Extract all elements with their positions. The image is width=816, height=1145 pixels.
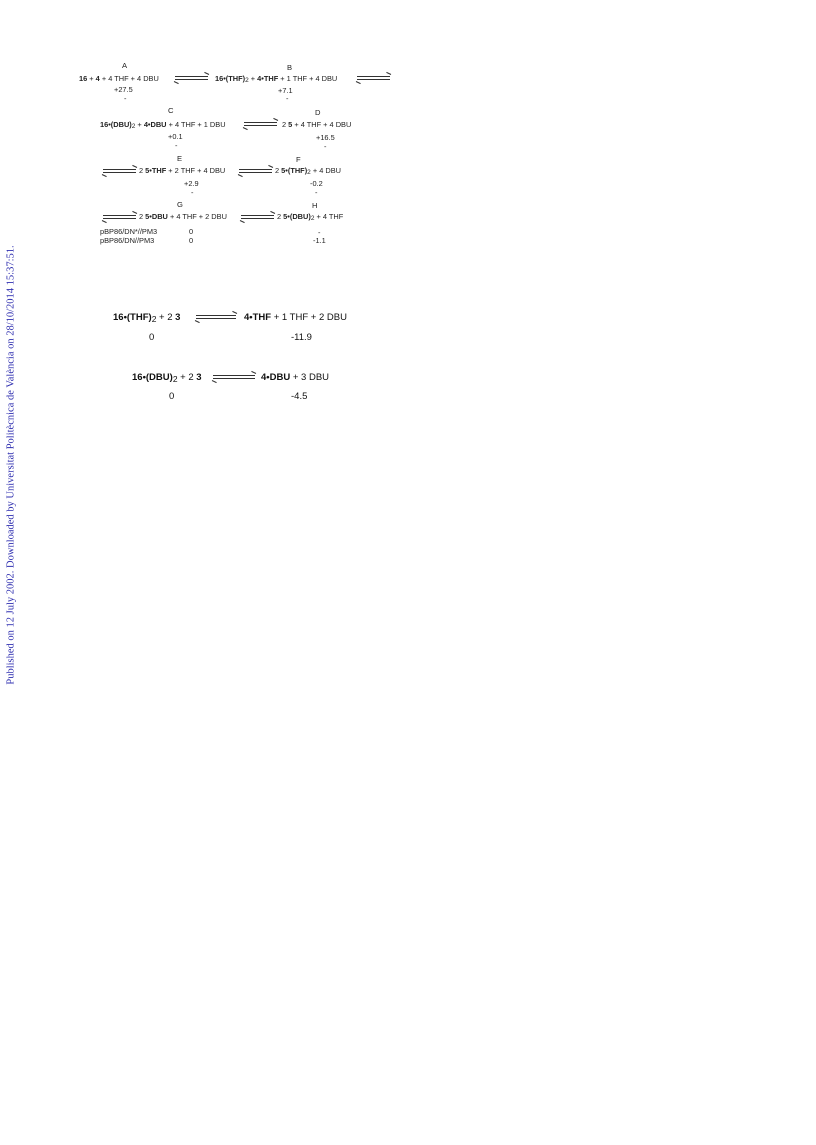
row3-right-species: 2 $5•(THF)_2 + 4$ DBU (275, 166, 341, 176)
row1-left-species: 16 + 4 + 4 THF + 4 DBU (79, 74, 159, 83)
equilibrium-label-g: G (177, 200, 183, 209)
row4-right-species: 2 $5•(DBU)_2 + 4$ THF (277, 212, 344, 222)
equilibrium-label-h: H (312, 201, 318, 210)
download-notice-text: Published on 12 July 2002. Downloaded by Universitat Politècnica de València on 28/10/2014 15:37:51. (5, 245, 17, 685)
row1-right-species: $16•(THF)_2$ + 4•THF + 1 THF + 4 DBU (215, 74, 338, 84)
equilibrium-label-a: A (122, 61, 128, 70)
equilibrium-arrow-e (239, 169, 272, 173)
equilibrium-label-b: B (287, 63, 293, 72)
equilibrium-arrow-e-in (103, 169, 136, 173)
energy-f-2: - (315, 188, 318, 197)
energy-g-1: 0 (189, 227, 194, 236)
energy-f-1: -0.2 (310, 179, 323, 188)
equilibrium-arrow-b (357, 76, 390, 80)
energy-e-2: - (191, 188, 194, 197)
eq2-energy-right: -4.5 (291, 391, 308, 402)
energy-g-2: 0 (189, 236, 194, 245)
energy-b-2: - (286, 94, 289, 103)
equilibrium-label-d: D (315, 108, 321, 117)
eq1-left-species: $16•(THF)_2 + 2$ 3 (113, 312, 181, 324)
equilibrium-label-f: F (296, 155, 301, 164)
eq1-right-species: 4•THF + 1 THF + 2 DBU (244, 312, 347, 323)
eq2-right-species: 4•DBU + 3 DBU (261, 372, 330, 383)
energy-h-1: - (318, 228, 321, 237)
eq2-left-species: $16•(DBU)_2 + 2$ 3 (132, 372, 202, 384)
row4-left-species: 2 5•DBU + 4 THF + 2 DBU (139, 212, 227, 221)
equilibrium-label-c: C (168, 106, 174, 115)
equilibrium-arrow-c (244, 122, 277, 126)
energy-b-1: +7.1 (278, 86, 293, 95)
eq1-equilibrium-arrow (196, 315, 236, 319)
download-notice-sidebar (3, 242, 19, 688)
equilibrium-label-e: E (177, 154, 183, 163)
equilibrium-arrow-a (175, 76, 208, 80)
equilibrium-arrow-g (241, 215, 274, 219)
eq2-energy-left: 0 (169, 391, 175, 402)
energy-d-2: - (324, 142, 327, 151)
energy-e-1: +2.9 (184, 179, 199, 188)
energy-c-2: - (175, 141, 178, 150)
eq2-equilibrium-arrow (213, 375, 255, 379)
row2-left-species: $16•(DBU)_2$ + 4•DBU + 4 THF + 1 DBU (100, 120, 226, 130)
eq1-energy-right: -11.9 (291, 332, 312, 343)
energy-a-2: - (124, 94, 127, 103)
row2-right-species: 2 5 + 4 THF + 4 DBU (282, 120, 352, 129)
method-label-1: pBP86/DN*//PM3 (100, 227, 158, 236)
eq1-energy-left: 0 (149, 332, 155, 343)
equilibrium-arrow-g-in (103, 215, 136, 219)
energy-d-1: +16.5 (316, 133, 335, 142)
energy-a-1: +27.5 (114, 85, 133, 94)
energy-h-2: -1.1 (313, 236, 326, 245)
energy-c-1: +0.1 (168, 132, 183, 141)
method-label-2: pBP86/DN//PM3 (100, 236, 155, 245)
row3-left-species: 2 5•THF + 2 THF + 4 DBU (139, 166, 226, 175)
